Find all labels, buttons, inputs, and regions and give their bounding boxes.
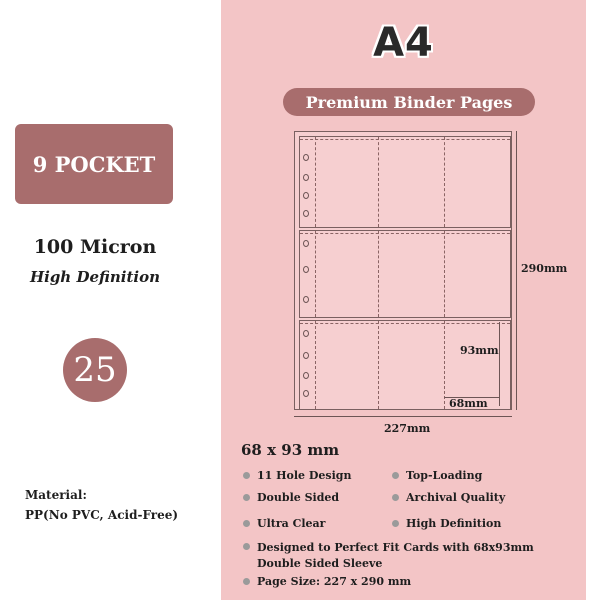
- pocket-height-line: [499, 322, 500, 406]
- feature-item: Designed to Perfect Fit Cards with 68x93mm Double Sided Sleeve: [243, 540, 578, 572]
- pocket-height-label: 93mm: [460, 344, 499, 357]
- micron-label: 100 Micron: [33, 236, 157, 258]
- feature-item: Page Size: 227 x 290 mm: [243, 575, 411, 588]
- binder-hole-icon: [303, 174, 309, 181]
- pocket-row: [299, 230, 511, 318]
- material-label: Material:: [25, 488, 87, 502]
- bullet-icon: [392, 494, 399, 501]
- count-badge: 25: [63, 338, 127, 402]
- bullet-icon: [243, 494, 250, 501]
- binder-hole-icon: [303, 296, 309, 303]
- bullet-icon: [243, 520, 250, 527]
- feature-item: Double Sided: [243, 491, 339, 504]
- binder-hole-icon: [303, 372, 309, 379]
- pocket-row: [299, 136, 511, 228]
- material-value: PP(No PVC, Acid-Free): [25, 508, 179, 522]
- left-panel: [0, 0, 220, 600]
- binder-hole-icon: [303, 266, 309, 273]
- binder-hole-icon: [303, 210, 309, 217]
- pocket-width-label: 68mm: [449, 397, 488, 410]
- height-dimension-line: [516, 131, 517, 410]
- feature-item: 11 Hole Design: [243, 469, 351, 482]
- binder-hole-icon: [303, 192, 309, 199]
- feature-item: Archival Quality: [392, 491, 505, 504]
- feature-item: High Definition: [392, 517, 501, 530]
- subtitle-banner: Premium Binder Pages: [283, 88, 535, 116]
- bullet-icon: [243, 543, 250, 550]
- binder-hole-icon: [303, 330, 309, 337]
- page-height-label: 290mm: [521, 262, 568, 275]
- width-dimension-line: [294, 416, 512, 417]
- bullet-icon: [243, 472, 250, 479]
- binder-hole-icon: [303, 352, 309, 359]
- binder-hole-icon: [303, 154, 309, 161]
- page-width-label: 227mm: [384, 422, 431, 435]
- feature-item: Top-Loading: [392, 469, 482, 482]
- size-title: A4: [373, 20, 434, 66]
- binder-hole-icon: [303, 390, 309, 397]
- binder-hole-icon: [303, 240, 309, 247]
- bullet-icon: [243, 578, 250, 585]
- pocket-badge: 9 POCKET: [15, 124, 173, 204]
- bullet-icon: [392, 472, 399, 479]
- definition-label: High Definition: [29, 268, 161, 286]
- pocket-grid: [299, 136, 507, 406]
- bullet-icon: [392, 520, 399, 527]
- card-size-label: 68 x 93 mm: [241, 441, 340, 459]
- feature-item: Ultra Clear: [243, 517, 325, 530]
